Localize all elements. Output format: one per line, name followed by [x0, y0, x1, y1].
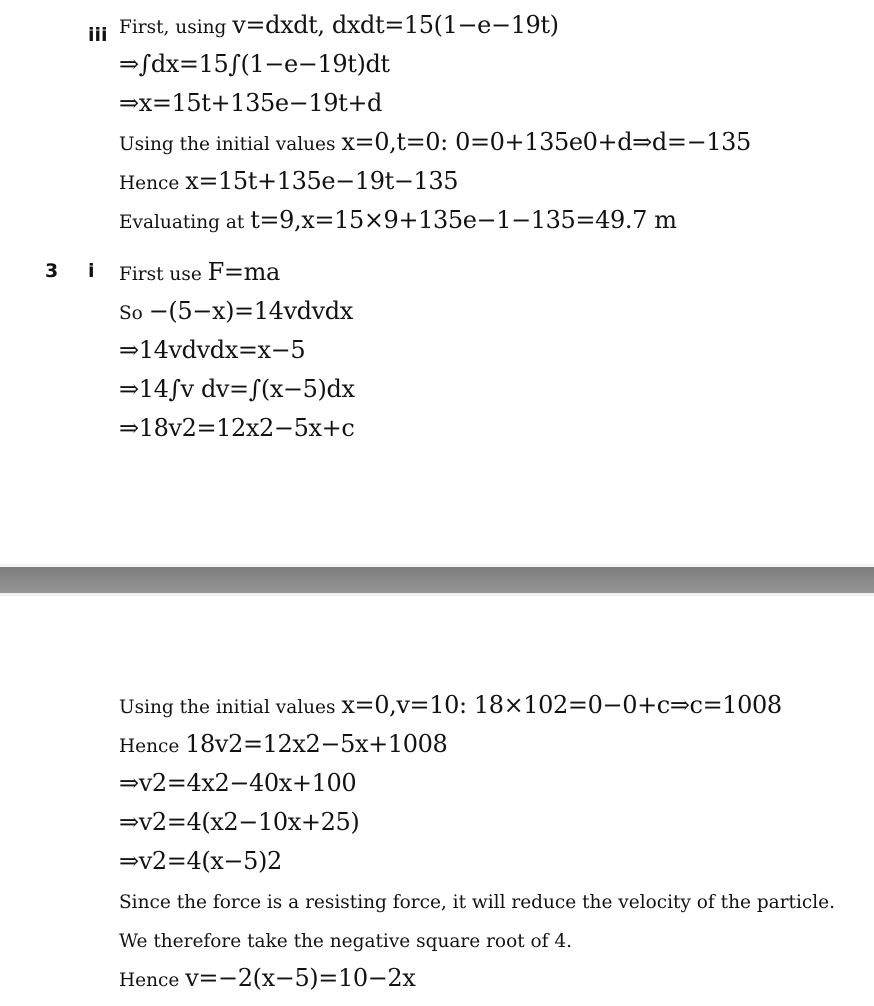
math-expression: −(5−x)=14vdvdx — [148, 297, 353, 325]
math-expression: ⇒14vdvdx=x−5 — [119, 336, 306, 364]
solution-line — [119, 296, 353, 326]
prose-text: We therefore take the negative square root of 4. — [119, 931, 573, 952]
solution-line — [119, 690, 782, 720]
math-expression: ⇒v2=4(x2−10x+25) — [119, 808, 360, 836]
prose-text: Hence — [119, 173, 186, 194]
math-expression: x=0,t=0: 0=0+135e0+d⇒d=−135 — [341, 128, 751, 156]
solution-line — [119, 924, 572, 954]
math-expression: x=0,v=10: 18×102=0−0+c⇒c=1008 — [341, 691, 782, 719]
solution-line — [119, 49, 390, 79]
math-expression: F=ma — [207, 258, 280, 286]
solution-line — [119, 807, 359, 837]
prose-text: Hence — [119, 970, 186, 991]
prose-text: Using the initial values — [119, 697, 342, 718]
part-marker-iii: iii — [88, 24, 108, 46]
prose-text: Evaluating at — [119, 212, 251, 233]
solution-line — [119, 413, 354, 443]
prose-text: Hence — [119, 736, 186, 757]
part-marker-i: i — [88, 260, 95, 282]
separator-bar — [0, 567, 874, 593]
math-expression: t=9,x=15×9+135e−1−135=49.7 m — [250, 206, 677, 234]
solution-line — [119, 729, 447, 759]
prose-text: First use — [119, 264, 208, 285]
solution-line — [119, 127, 751, 157]
page-break-separator — [0, 564, 874, 596]
solution-line — [119, 335, 305, 365]
solution-line — [119, 88, 382, 118]
solution-line — [119, 166, 458, 196]
prose-text: Using the initial values — [119, 134, 342, 155]
math-expression: ⇒v2=4x2−40x+100 — [119, 769, 357, 797]
math-expression: ⇒∫dx=15∫(1−e−19t)dt — [119, 50, 390, 78]
math-expression: ⇒x=15t+135e−19t+d — [119, 89, 383, 117]
solution-line — [119, 257, 280, 287]
math-expression: 18v2=12x2−5x+1008 — [185, 730, 448, 758]
math-expression: x=15t+135e−19t−135 — [185, 167, 459, 195]
solution-line — [119, 768, 356, 798]
solution-line — [119, 374, 355, 404]
question-number: 3 — [45, 260, 59, 282]
pdf-page-2 — [0, 596, 874, 1006]
solution-line — [119, 963, 415, 993]
prose-text: First, using — [119, 17, 233, 38]
math-expression: v=dxdt, dxdt=15(1−e−19t) — [232, 11, 559, 39]
math-expression: ⇒v2=4(x−5)2 — [119, 847, 282, 875]
prose-text: Since the force is a resisting force, it will reduce the velocity of the particle. — [119, 892, 836, 913]
prose-text: So — [119, 303, 149, 324]
math-expression: ⇒18v2=12x2−5x+c — [119, 414, 355, 442]
solution-line — [119, 10, 559, 40]
solution-line — [119, 205, 677, 235]
math-expression: ⇒14∫v dv=∫(x−5)dx — [119, 375, 355, 403]
math-expression: v=−2(x−5)=10−2x — [185, 964, 416, 992]
solution-line — [119, 885, 835, 915]
solution-line — [119, 846, 282, 876]
